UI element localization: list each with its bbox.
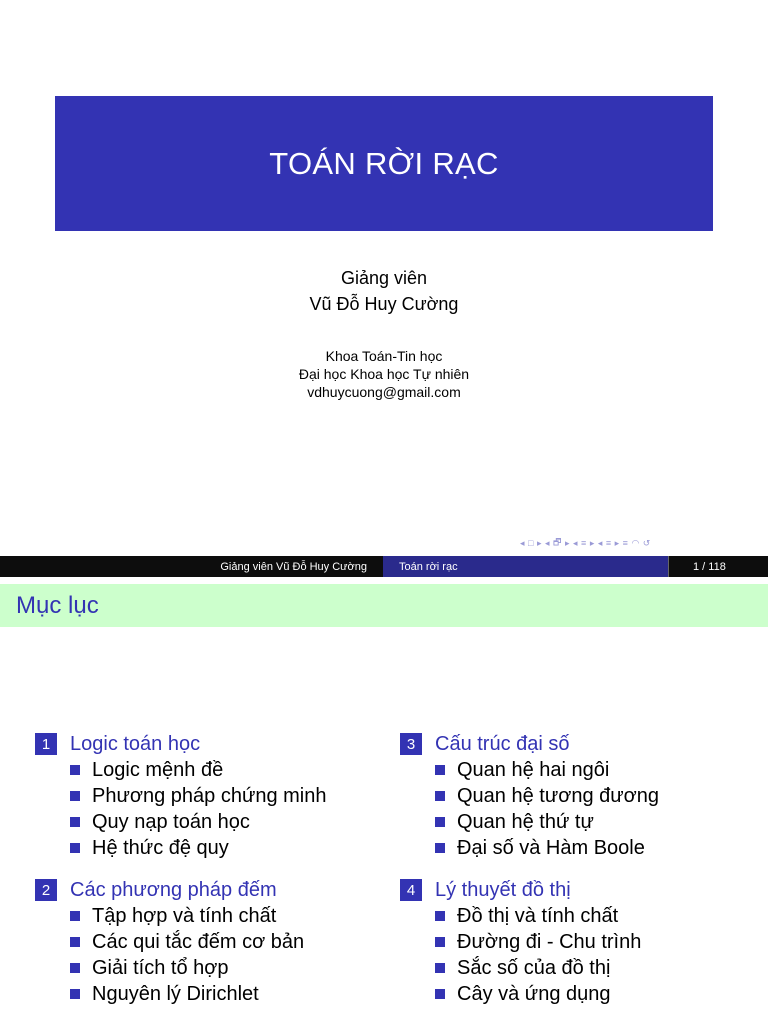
nav-next-doc-icon[interactable]: ▸ bbox=[614, 537, 620, 548]
subsection-label: Quan hệ thứ tự bbox=[457, 810, 594, 833]
lecturer-name: Vũ Đỗ Huy Cường bbox=[309, 294, 459, 314]
toc-section-heading[interactable] bbox=[400, 731, 730, 757]
toc-subsection[interactable] bbox=[35, 981, 365, 1007]
toc-header bbox=[0, 584, 768, 627]
slide-title: TOÁN RỜI RẠC bbox=[269, 145, 499, 181]
subsection-label: Tập hợp và tính chất bbox=[92, 904, 277, 927]
subsection-label: Quan hệ tương đương bbox=[457, 784, 660, 807]
toc-subsection[interactable] bbox=[400, 809, 730, 835]
toc-subsection[interactable] bbox=[400, 929, 730, 955]
subsection-label: Đại số và Hàm Boole bbox=[457, 836, 645, 859]
square-bullet-icon bbox=[70, 817, 80, 827]
subsection-label: Quy nạp toán học bbox=[92, 810, 250, 833]
footer-title: Toán rời rạc bbox=[383, 556, 668, 577]
subsection-label: Giải tích tổ hợp bbox=[92, 956, 229, 979]
square-bullet-icon bbox=[435, 911, 445, 921]
beamer-navigation[interactable] bbox=[520, 536, 651, 550]
subsection-label: Logic mệnh đề bbox=[92, 758, 224, 781]
nav-prev-section-icon[interactable]: ◂ bbox=[573, 537, 579, 548]
subsection-label: Sắc số của đồ thị bbox=[457, 956, 611, 979]
square-bullet-icon bbox=[435, 843, 445, 853]
toc-section bbox=[35, 731, 365, 861]
toc-subsection[interactable] bbox=[35, 757, 365, 783]
toc-section-heading[interactable] bbox=[400, 877, 730, 903]
square-bullet-icon bbox=[435, 989, 445, 999]
toc-subsection[interactable] bbox=[400, 783, 730, 809]
nav-next-frame-icon[interactable]: ▸ bbox=[536, 537, 542, 548]
university: Đại học Khoa học Tự nhiên bbox=[298, 366, 470, 382]
footer-page-number: 1 / 118 bbox=[668, 556, 768, 577]
square-bullet-icon bbox=[435, 765, 445, 775]
subsection-label: Đồ thị và tính chất bbox=[457, 904, 619, 927]
section-number: 2 bbox=[35, 879, 57, 901]
toc-section bbox=[400, 731, 730, 861]
subsection-label: Cây và ứng dụng bbox=[457, 982, 611, 1005]
toc-section bbox=[400, 877, 730, 1007]
toc-section bbox=[35, 877, 365, 1007]
email: vdhuycuong@gmail.com bbox=[307, 384, 461, 400]
section-number: 1 bbox=[35, 733, 57, 755]
nav-search-icon[interactable]: ↺ bbox=[642, 537, 651, 548]
square-bullet-icon bbox=[435, 937, 445, 947]
title-banner bbox=[55, 96, 713, 231]
toc-subsection[interactable] bbox=[35, 903, 365, 929]
toc-subsection[interactable] bbox=[35, 809, 365, 835]
toc-subsection[interactable] bbox=[400, 835, 730, 861]
square-bullet-icon bbox=[435, 817, 445, 827]
nav-section-icon[interactable]: ≡ bbox=[581, 538, 587, 548]
toc-subsection[interactable] bbox=[35, 955, 365, 981]
subsection-label: Quan hệ hai ngôi bbox=[457, 758, 610, 781]
square-bullet-icon bbox=[70, 843, 80, 853]
nav-next-section-icon[interactable]: ▸ bbox=[589, 537, 595, 548]
subsection-label: Phương pháp chứng minh bbox=[92, 784, 327, 807]
subsection-label: Nguyên lý Dirichlet bbox=[92, 982, 259, 1005]
nav-prev-subsection-icon[interactable]: ◂ bbox=[545, 537, 551, 548]
toc-section-heading[interactable] bbox=[35, 877, 365, 903]
toc-subsection[interactable] bbox=[35, 783, 365, 809]
nav-frame-icon[interactable]: □ bbox=[528, 538, 534, 548]
square-bullet-icon bbox=[70, 765, 80, 775]
lecturer-role: Giảng viên bbox=[340, 268, 428, 288]
square-bullet-icon bbox=[70, 963, 80, 973]
department: Khoa Toán-Tin học bbox=[325, 348, 443, 364]
toc-subsection[interactable] bbox=[35, 835, 365, 861]
toc-column-right bbox=[400, 731, 730, 1023]
section-number: 3 bbox=[400, 733, 422, 755]
nav-prev-frame-icon[interactable]: ◂ bbox=[520, 537, 526, 548]
square-bullet-icon bbox=[70, 791, 80, 801]
section-label: Các phương pháp đếm bbox=[70, 878, 277, 901]
section-number: 4 bbox=[400, 879, 422, 901]
subsection-label: Hệ thức đệ quy bbox=[92, 836, 229, 859]
nav-prev-doc-icon[interactable]: ◂ bbox=[597, 537, 603, 548]
toc-column-left bbox=[35, 731, 365, 1023]
toc-subsection[interactable] bbox=[400, 955, 730, 981]
toc-section-heading[interactable] bbox=[35, 731, 365, 757]
nav-doc-icon[interactable]: ≡ bbox=[605, 538, 612, 548]
toc-subsection[interactable] bbox=[400, 757, 730, 783]
toc-subsection[interactable] bbox=[400, 981, 730, 1007]
section-label: Cấu trúc đại số bbox=[435, 732, 570, 755]
square-bullet-icon bbox=[70, 989, 80, 999]
nav-appendix-icon[interactable]: ≡ bbox=[622, 538, 629, 548]
section-label: Lý thuyết đồ thị bbox=[435, 878, 571, 901]
toc-subsection[interactable] bbox=[400, 903, 730, 929]
toc-subsection[interactable] bbox=[35, 929, 365, 955]
nav-subsection-icon[interactable]: 🗗 bbox=[553, 537, 562, 547]
section-label: Logic toán học bbox=[70, 732, 201, 755]
subsection-label: Các qui tắc đếm cơ bản bbox=[92, 930, 305, 953]
subsection-label: Đường đi - Chu trình bbox=[457, 930, 642, 953]
square-bullet-icon bbox=[435, 791, 445, 801]
nav-back-icon[interactable]: ◠ bbox=[631, 537, 640, 548]
square-bullet-icon bbox=[70, 937, 80, 947]
toc-title: Mục lục bbox=[16, 591, 99, 619]
footer-bar bbox=[0, 556, 768, 577]
footer-author: Giảng viên Vũ Đỗ Huy Cường bbox=[0, 556, 383, 577]
square-bullet-icon bbox=[435, 963, 445, 973]
nav-next-subsection-icon[interactable]: ▸ bbox=[564, 537, 571, 548]
square-bullet-icon bbox=[70, 911, 80, 921]
